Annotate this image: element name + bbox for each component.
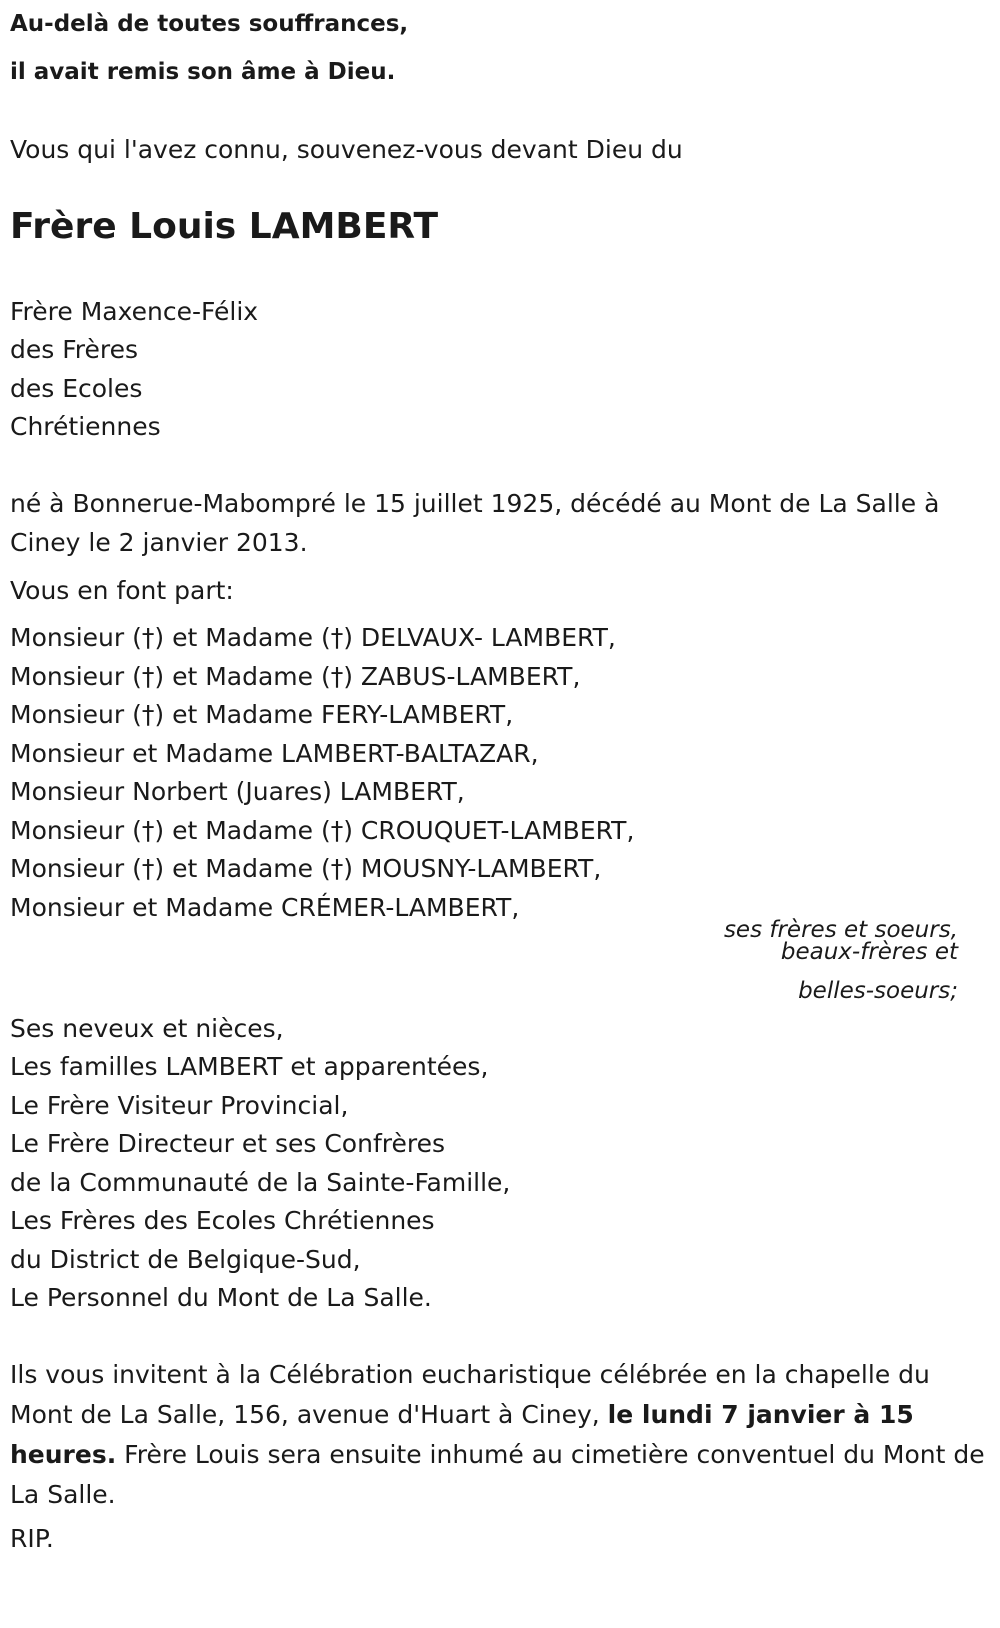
siblings-note-line-1: ses frères et soeurs, (723, 917, 958, 943)
birth-death-line-2: Ciney le 2 janvier 2013. (10, 528, 308, 557)
sibling-line-6: Monsieur (†) et Madame (†) CROUQUET-LAMBERT, (10, 816, 635, 845)
souvenez-line: Vous qui l'avez connu, souvenez-vous devant Dieu du (10, 135, 683, 164)
other-line-7: du District de Belgique-Sud, (10, 1245, 361, 1274)
sibling-line-1: Monsieur (†) et Madame (†) DELVAUX- LAMBERT, (10, 623, 616, 652)
other-line-5: de la Communauté de la Sainte-Famille, (10, 1168, 511, 1197)
other-line-1: Ses neveux et nièces, (10, 1014, 284, 1043)
other-line-2: Les familles LAMBERT et apparentées, (10, 1052, 489, 1081)
sibling-line-2: Monsieur (†) et Madame (†) ZABUS-LAMBERT, (10, 662, 581, 691)
sibling-line-8: Monsieur et Madame CRÉMER-LAMBERT, (10, 893, 520, 922)
other-line-4: Le Frère Directeur et ses Confrères (10, 1129, 445, 1158)
invitation-text-1: Ils vous invitent à la Célébration eucharistique célébrée en la chapelle du Mont de La Salle, 156, avenue d'Huart à Ciney, (10, 1360, 930, 1429)
closing-rip: RIP. (10, 1524, 54, 1553)
religious-name-line-2: des Frères (10, 335, 139, 364)
other-line-3: Le Frère Visiteur Provincial, (10, 1091, 349, 1120)
invitation-paragraph (10, 1355, 990, 1515)
siblings-note-line-2: beaux-frères et (780, 939, 958, 965)
religious-name-line-1: Frère Maxence-Félix (10, 297, 259, 326)
intro-line-2: il avait remis son âme à Dieu. (10, 59, 396, 85)
sibling-line-5: Monsieur Norbert (Juares) LAMBERT, (10, 777, 465, 806)
birth-death-line-1: né à Bonnerue-Mabompré le 15 juillet 1925, décédé au Mont de La Salle à (10, 489, 940, 518)
sibling-line-3: Monsieur (†) et Madame FERY-LAMBERT, (10, 700, 514, 729)
font-part-line: Vous en font part: (10, 576, 234, 605)
sibling-line-4: Monsieur et Madame LAMBERT-BALTAZAR, (10, 739, 539, 768)
deceased-name: Frère Louis LAMBERT (10, 206, 439, 247)
other-line-8: Le Personnel du Mont de La Salle. (10, 1283, 432, 1312)
religious-name-line-4: Chrétiennes (10, 412, 161, 441)
religious-name-line-3: des Ecoles (10, 374, 143, 403)
other-line-6: Les Frères des Ecoles Chrétiennes (10, 1206, 435, 1235)
invitation-text-2: Frère Louis sera ensuite inhumé au cimetière conventuel du Mont de La Salle. (10, 1440, 985, 1509)
intro-line-1: Au-delà de toutes souffrances, (10, 11, 409, 37)
siblings-note-line-3: belles-soeurs; (798, 978, 958, 1004)
ceremony-date-time: le lundi 7 janvier à 15 heures. (10, 1400, 914, 1469)
sibling-line-7: Monsieur (†) et Madame (†) MOUSNY-LAMBERT, (10, 854, 602, 883)
